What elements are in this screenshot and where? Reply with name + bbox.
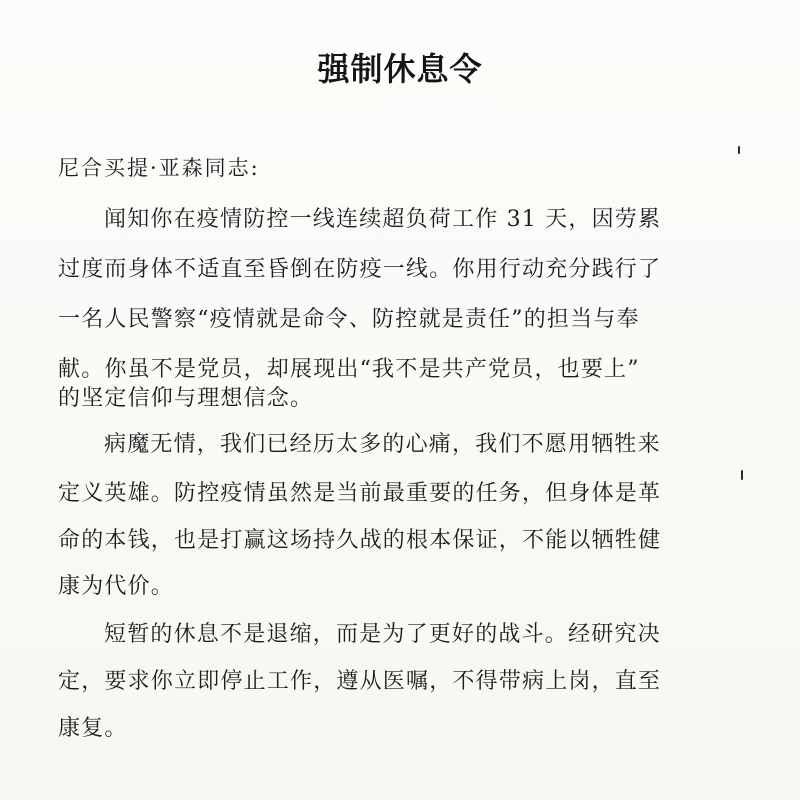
paragraph-3-line-1: 短暂的休息不是退缩，而是为了更好的战斗。经研究决 [104,622,661,647]
paragraph-3-line-2: 定，要求你立即停止工作，遵从医嘱，不得带病上岗，直至 [58,669,662,694]
paragraph-1-line-1: 闻知你在疫情防控一线连续超负荷工作 31 天，因劳累 [104,207,662,232]
paragraph-1-line-5: 的坚定信仰与理想信念。 [58,386,314,411]
salutation: 尼合买提·亚森同志: [58,156,260,180]
paragraph-2-line-2: 定义英雄。防控疫情虽然是当前最重要的任务，但身体是革 [58,481,662,506]
paragraph-1-line-2: 过度而身体不适直至昏倒在防疫一线。你用行动充分践行了 [58,257,662,282]
margin-pen-mark [738,146,740,154]
document-title: 强制休息令 [317,50,483,88]
paragraph-2-line-4: 康为代价。 [58,574,175,599]
paragraph-1-line-4: 献。你虽不是党员，却展现出“我不是共产党员，也要上” [58,357,640,382]
paragraph-2-line-1: 病魔无情，我们已经历太多的心痛，我们不愿用牺牲来 [104,432,661,457]
margin-pen-mark [741,470,743,480]
paragraph-3-line-3: 康复。 [58,716,128,741]
paragraph-1-line-3: 一名人民警察“疫情就是命令、防控就是责任”的担当与奉 [58,307,640,332]
paragraph-2-line-3: 命的本钱，也是打赢这场持久战的根本保证，不能以牺牲健 [58,528,662,553]
